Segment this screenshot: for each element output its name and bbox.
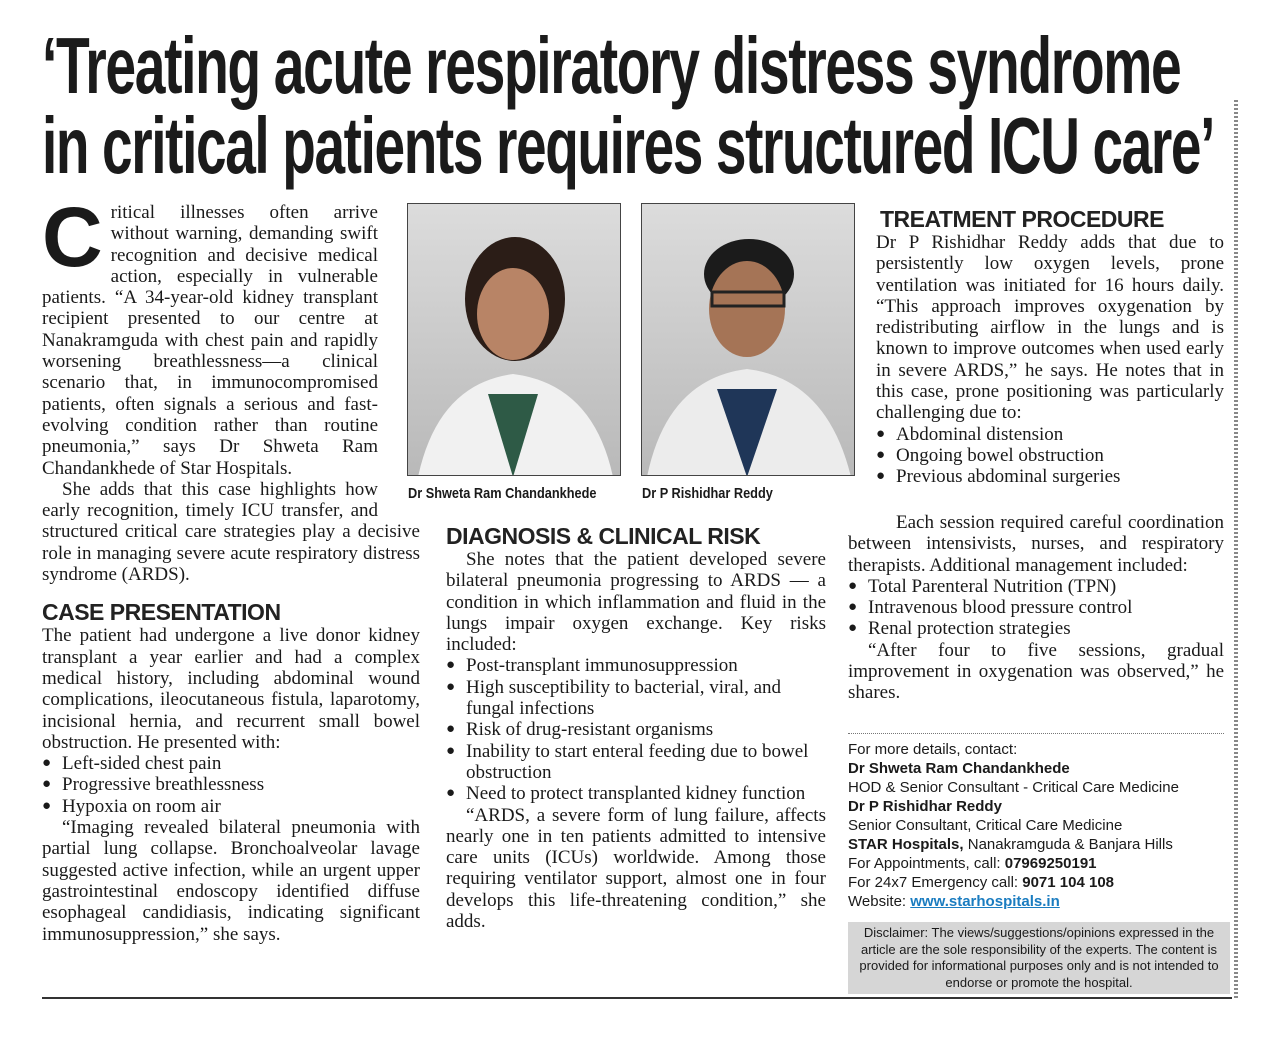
website-link[interactable]: www.starhospitals.in <box>910 893 1060 910</box>
emergency-label: For 24x7 Emergency call: <box>848 874 1019 891</box>
photo-caption-2: Dr P Rishidhar Reddy <box>642 485 773 502</box>
treatment-heading: TREATMENT PROCEDURE <box>880 206 1164 232</box>
contact-hospital: STAR Hospitals, <box>848 836 964 853</box>
list-item: ● High susceptibility to bacterial, viral, and fungal infections <box>446 677 826 720</box>
photo-shweta <box>407 203 621 476</box>
list-item: ● Inability to start enteral feeding due to bowel obstruction <box>446 741 826 784</box>
list-item: ● Need to protect transplanted kidney function <box>446 783 826 804</box>
diagnosis-bullets <box>446 655 826 804</box>
page-edge <box>1234 100 1238 1000</box>
treatment-paragraph: Dr P Rishidhar Reddy adds that due to persistently low oxygen levels, prone ventilation was initiated for 16 hours daily. “This approach improves oxygenation by redistributing airflow in the lungs and is known to improve outcomes when used early in severe ARDS,” he says. He notes that in this case, prone positioning was particularly challenging due to: <box>876 232 1224 424</box>
list-item: ● Abdominal distension <box>876 424 1224 445</box>
divider <box>848 733 1224 734</box>
column-2 <box>446 523 826 932</box>
list-item: ● Left-sided chest pain <box>42 753 420 774</box>
appointment-label: For Appointments, call: <box>848 855 1001 872</box>
list-item: ● Intravenous blood pressure control <box>848 597 1224 618</box>
drop-cap: C <box>42 190 103 284</box>
diagnosis-paragraph: She notes that the patient developed severe bilateral pneumonia progressing to ARDS — a condition in which inflammation and fluid in the lungs impair oxygen exchange. Key risks included: <box>446 549 826 656</box>
contact-doctor-1-title: HOD & Senior Consultant - Critical Care Medicine <box>848 779 1179 796</box>
treatment-top <box>848 232 1224 512</box>
intro-paragraph: ritical illnesses often arrive without warning, demanding swift recognition and decisive medical action, especially in vulnerable patients. “A 34-year-old kidney transplant recipient presented to our centre at Nanakramguda with chest pain and rapidly worsening breathlessness—a clinical scenario that, in immunocompromised patients, often signals a serious and fast-evolving condition rather than routine pneumonia,” says Dr Shweta Ram Chandankhede of Star Hospitals. <box>42 202 378 479</box>
list-item: ● Ongoing bowel obstruction <box>876 445 1224 466</box>
headline-line-1: ‘Treating acute respiratory distress syndrome <box>42 21 1181 110</box>
list-item: ● Post-transplant immunosuppression <box>446 655 826 676</box>
photo-rishidhar <box>641 203 855 476</box>
list-item: ● Progressive breathlessness <box>42 774 420 795</box>
list-item: ● Total Parenteral Nutrition (TPN) <box>848 576 1224 597</box>
column-3 <box>848 206 1224 704</box>
list-item: ● Hypoxia on room air <box>42 796 420 817</box>
contact-doctor-2: Dr P Rishidhar Reddy <box>848 798 1002 815</box>
contact-doctor-2-title: Senior Consultant, Critical Care Medicine <box>848 817 1123 834</box>
headline-line-2: in critical patients requires structured ICU care’ <box>42 101 1215 190</box>
treatment-bullets-2 <box>848 576 1224 640</box>
photo-caption-1: Dr Shweta Ram Chandankhede <box>408 485 597 502</box>
disclaimer: Disclaimer: The views/suggestions/opinions expressed in the article are the sole responsibility of the experts. The content is provided for informational purposes only and is not intended to endorse or promote the hospital. <box>848 922 1230 994</box>
treatment-bullets-1 <box>876 424 1224 488</box>
list-item: ● Renal protection strategies <box>848 618 1224 639</box>
portrait-man-image <box>642 204 855 476</box>
diagnosis-paragraph-2: “ARDS, a severe form of lung failure, affects nearly one in ten patients admitted to intensive care units (ICUs) worldwide. Among those requiring ventilator support, almost one in four develops this life-threatening condition,” she adds. <box>446 804 826 933</box>
column-1 <box>42 190 420 945</box>
appointment-phone: 07969250191 <box>1004 855 1097 872</box>
intro-paragraph-2: She adds that this case highlights how early recognition, timely ICU transfer, and structured critical care strategies play a decisive role in managing severe acute respiratory distress syndrome (ARDS). <box>42 478 420 586</box>
contact-locations: Nanakramguda & Banjara Hills <box>967 836 1173 853</box>
list-item: ● Risk of drug-resistant organisms <box>446 719 826 740</box>
case-bullets <box>42 753 420 817</box>
headline <box>42 21 1242 190</box>
diagnosis-heading: DIAGNOSIS & CLINICAL RISK <box>446 523 761 549</box>
treatment-paragraph-2: Each session required careful coordination between intensivists, nurses, and respiratory therapists. Additional management included: <box>848 512 1224 576</box>
case-paragraph-2: “Imaging revealed bilateral pneumonia with partial lung collapse. Bronchoalveolar lavage suggested active infection, while an urgent upper gastrointestinal endoscopy identified diffuse esophageal candidiasis, indicating significant immunosuppression,” she says. <box>42 817 420 945</box>
contact-box <box>848 740 1228 911</box>
emergency-phone: 9071 104 108 <box>1022 874 1115 891</box>
case-paragraph: The patient had undergone a live donor kidney transplant a year earlier and had a complex medical history, including abdominal wound complications, ileocutaneous fistula, laparotomy, incisional hernia, and recurrent small bowel obstruction. He presented with: <box>42 625 420 753</box>
treatment-paragraph-3: “After four to five sessions, gradual improvement in oxygenation was observed,” he shares. <box>848 639 1224 704</box>
list-item: ● Previous abdominal surgeries <box>876 466 1224 487</box>
bottom-rule <box>42 997 1232 999</box>
contact-doctor-1: Dr Shweta Ram Chandankhede <box>848 760 1070 777</box>
contact-intro: For more details, contact: <box>848 741 1018 758</box>
portrait-woman-image <box>408 204 621 476</box>
website-label: Website: <box>848 893 907 910</box>
case-heading: CASE PRESENTATION <box>42 599 281 626</box>
